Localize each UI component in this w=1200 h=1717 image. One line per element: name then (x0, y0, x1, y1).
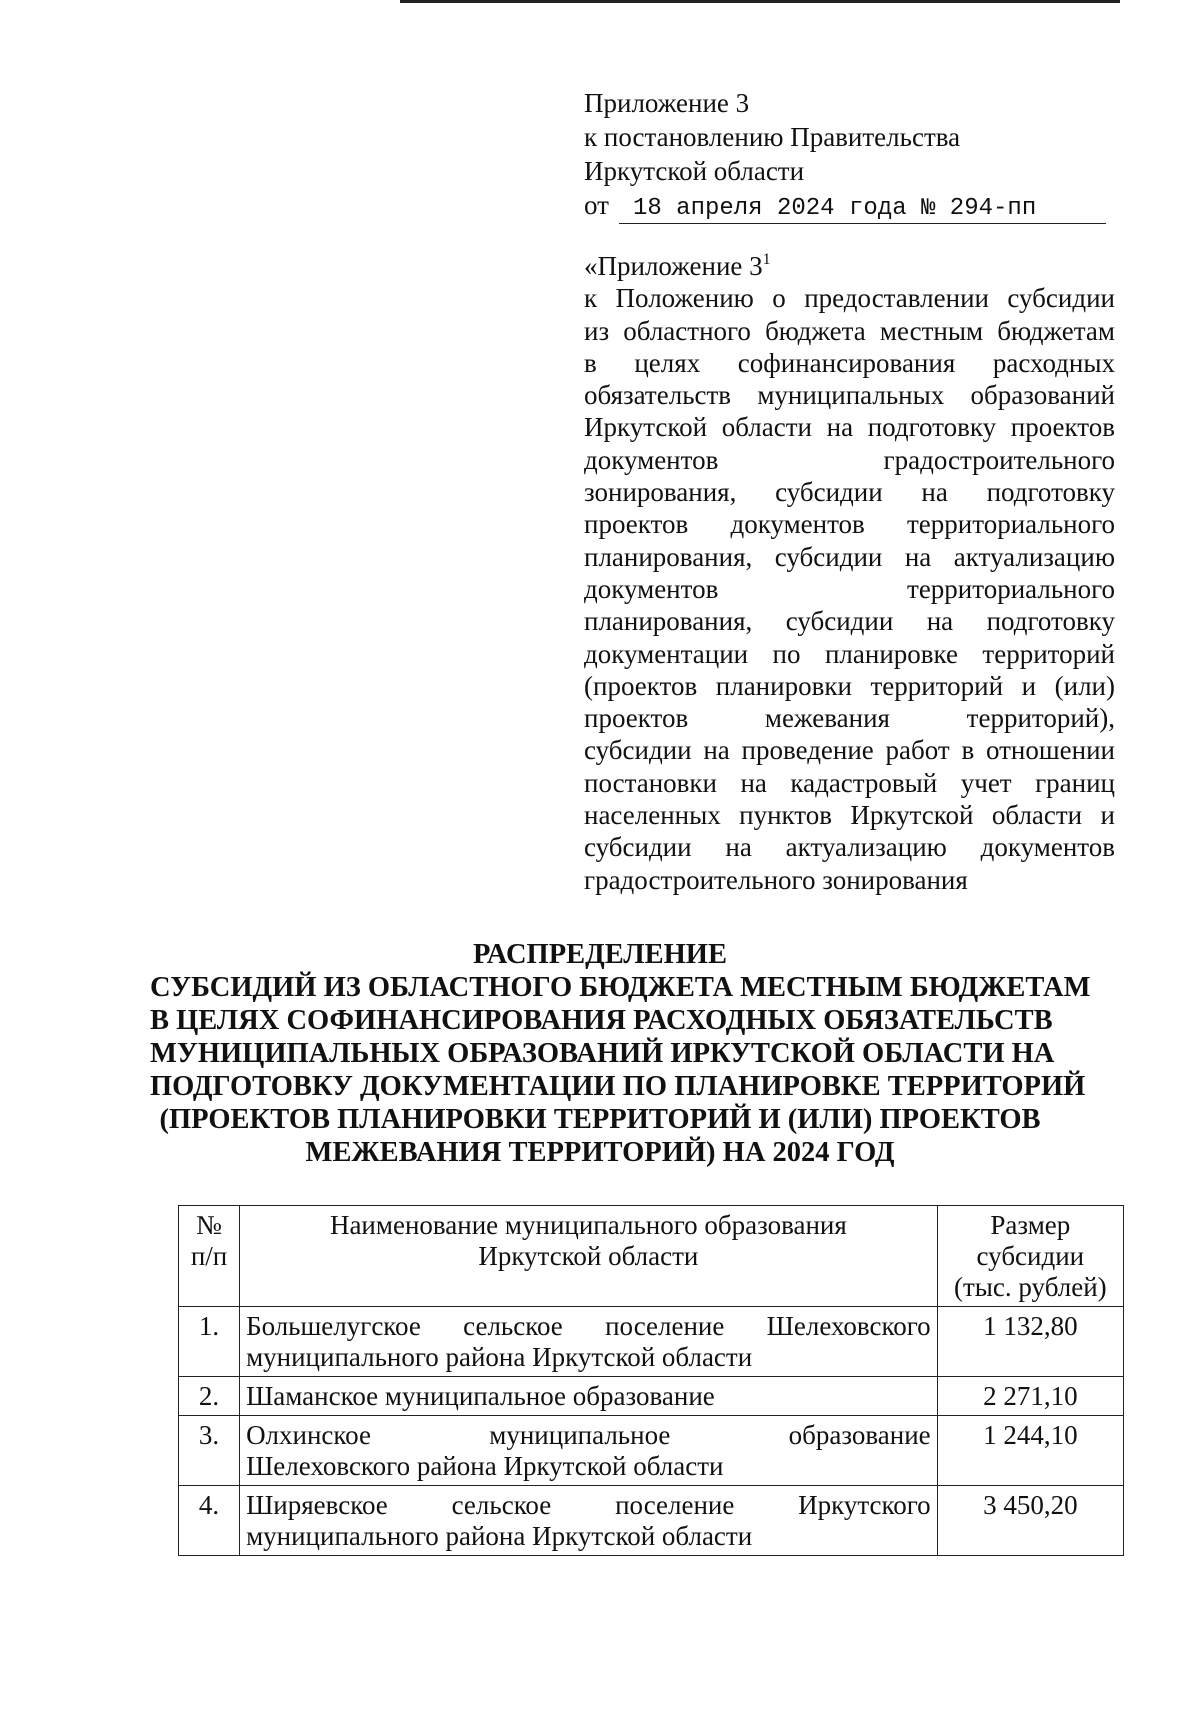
title-line: МУНИЦИПАЛЬНЫХ ОБРАЗОВАНИЙ ИРКУТСКОЙ ОБЛАСТИ НА (150, 1038, 1055, 1069)
header-line: субсидии (976, 1241, 1085, 1271)
row-number: 1. (179, 1307, 240, 1377)
header-line: Наименование муниципального образования (329, 1210, 847, 1240)
appendix-reference (584, 250, 1115, 896)
header-municipality (240, 1206, 938, 1307)
row-number: 2. (179, 1377, 240, 1416)
date-prefix: от (584, 190, 609, 220)
region-name: Иркутской области (584, 156, 805, 186)
appendix-number: Приложение 3 (584, 88, 750, 118)
subsidy-amount: 1 244,10 (937, 1416, 1123, 1486)
row-number: 3. (179, 1416, 240, 1486)
table-row (179, 1486, 1124, 1556)
row-number: 4. (179, 1486, 240, 1556)
table-row (179, 1416, 1124, 1486)
subsidy-distribution-table (178, 1205, 1124, 1556)
appendix-title (584, 250, 1115, 282)
title-line: МЕЖЕВАНИЯ ТЕРРИТОРИЙ) НА 2024 ГОД (305, 1137, 895, 1168)
appendix-line: в целях софинансирования расходных (584, 347, 1115, 378)
title-line: В ЦЕЛЯХ СОФИНАНСИРОВАНИЯ РАСХОДНЫХ ОБЯЗАТЕЛЬСТВ (150, 1005, 1053, 1036)
name-line: муниципального района Иркутской области (246, 1342, 753, 1372)
name-line: Олхинское муниципальное образование (246, 1420, 931, 1450)
appendix-line: зонирования, субсидии на подготовку (584, 477, 1115, 508)
appendix-line: документов градостроительного (584, 444, 1115, 475)
subsidy-amount: 2 271,10 (937, 1377, 1123, 1416)
appendix-line: из областного бюджета местным бюджетам (584, 315, 1115, 346)
appendix-line: градостроительного зонирования (584, 864, 968, 895)
table-header-row (179, 1206, 1124, 1307)
header-line: № (196, 1210, 222, 1240)
appendix-line: документации по планировке территорий (584, 638, 1115, 669)
municipality-name (240, 1307, 938, 1377)
header-amount (937, 1206, 1123, 1307)
title-line: (ПРОЕКТОВ ПЛАНИРОВКИ ТЕРРИТОРИЙ И (ИЛИ) ПРОЕКТОВ (159, 1104, 1041, 1135)
title-line: ПОДГОТОВКУ ДОКУМЕНТАЦИИ ПО ПЛАНИРОВКЕ ТЕРРИТОРИЙ (150, 1071, 1086, 1102)
appendix-body (584, 282, 1115, 896)
appendix-title-text: «Приложение 3 (584, 251, 763, 281)
appendix-line: постановки на кадастровый учет границ (584, 767, 1115, 798)
resolution-reference: к постановлению Правительства (584, 122, 961, 152)
title-line: СУБСИДИЙ ИЗ ОБЛАСТНОГО БЮДЖЕТА МЕСТНЫМ БЮДЖЕТАМ (150, 972, 1091, 1003)
table-row (179, 1377, 1124, 1416)
appendix-line: (проектов планировки территорий и (или) (584, 670, 1115, 701)
name-line: Шаманское муниципальное образование (246, 1381, 715, 1411)
appendix-line: к Положению о предоставлении субсидии (584, 283, 1115, 314)
header-line: Размер (990, 1210, 1071, 1240)
header-line: п/п (190, 1241, 228, 1271)
appendix-line: планирования, субсидии на подготовку (584, 606, 1115, 637)
header-number (179, 1206, 240, 1307)
appendix-line: документов территориального (584, 573, 1115, 604)
resolution-header (584, 86, 1124, 224)
appendix-line: Иркутской области на подготовку проектов (584, 412, 1115, 443)
resolution-date-line (584, 188, 1124, 224)
name-line: Ширяевское сельское поселение Иркутского (246, 1490, 931, 1520)
appendix-line: планирования, субсидии на актуализацию (584, 541, 1115, 572)
appendix-line: проектов межевания территорий), (584, 703, 1115, 734)
appendix-line: обязательств муниципальных образований (584, 380, 1115, 411)
municipality-name (240, 1416, 938, 1486)
appendix-line: населенных пунктов Иркутской области и (584, 800, 1115, 831)
subsidy-amount: 3 450,20 (937, 1486, 1123, 1556)
header-line: (тыс. рублей) (954, 1272, 1107, 1302)
municipality-name (240, 1377, 938, 1416)
name-line: Большелугское сельское поселение Шелеховского (246, 1311, 931, 1341)
appendix-line: субсидии на актуализацию документов (584, 832, 1115, 863)
appendix-title-superscript: 1 (762, 251, 771, 268)
name-line: Шелеховского района Иркутской области (246, 1451, 724, 1481)
appendix-line: проектов документов территориального (584, 509, 1115, 540)
subsidy-amount: 1 132,80 (937, 1307, 1123, 1377)
municipality-name (240, 1486, 938, 1556)
top-border-line (400, 0, 1120, 3)
title-line: РАСПРЕДЕЛЕНИЕ (473, 939, 727, 970)
name-line: муниципального района Иркутской области (246, 1521, 753, 1551)
header-line: Иркутской области (478, 1241, 699, 1271)
table-row (179, 1307, 1124, 1377)
appendix-line: субсидии на проведение работ в отношении (584, 735, 1115, 766)
distribution-title (150, 938, 1091, 1169)
resolution-date-number: 18 апреля 2024 года № 294-пп (619, 195, 1106, 224)
